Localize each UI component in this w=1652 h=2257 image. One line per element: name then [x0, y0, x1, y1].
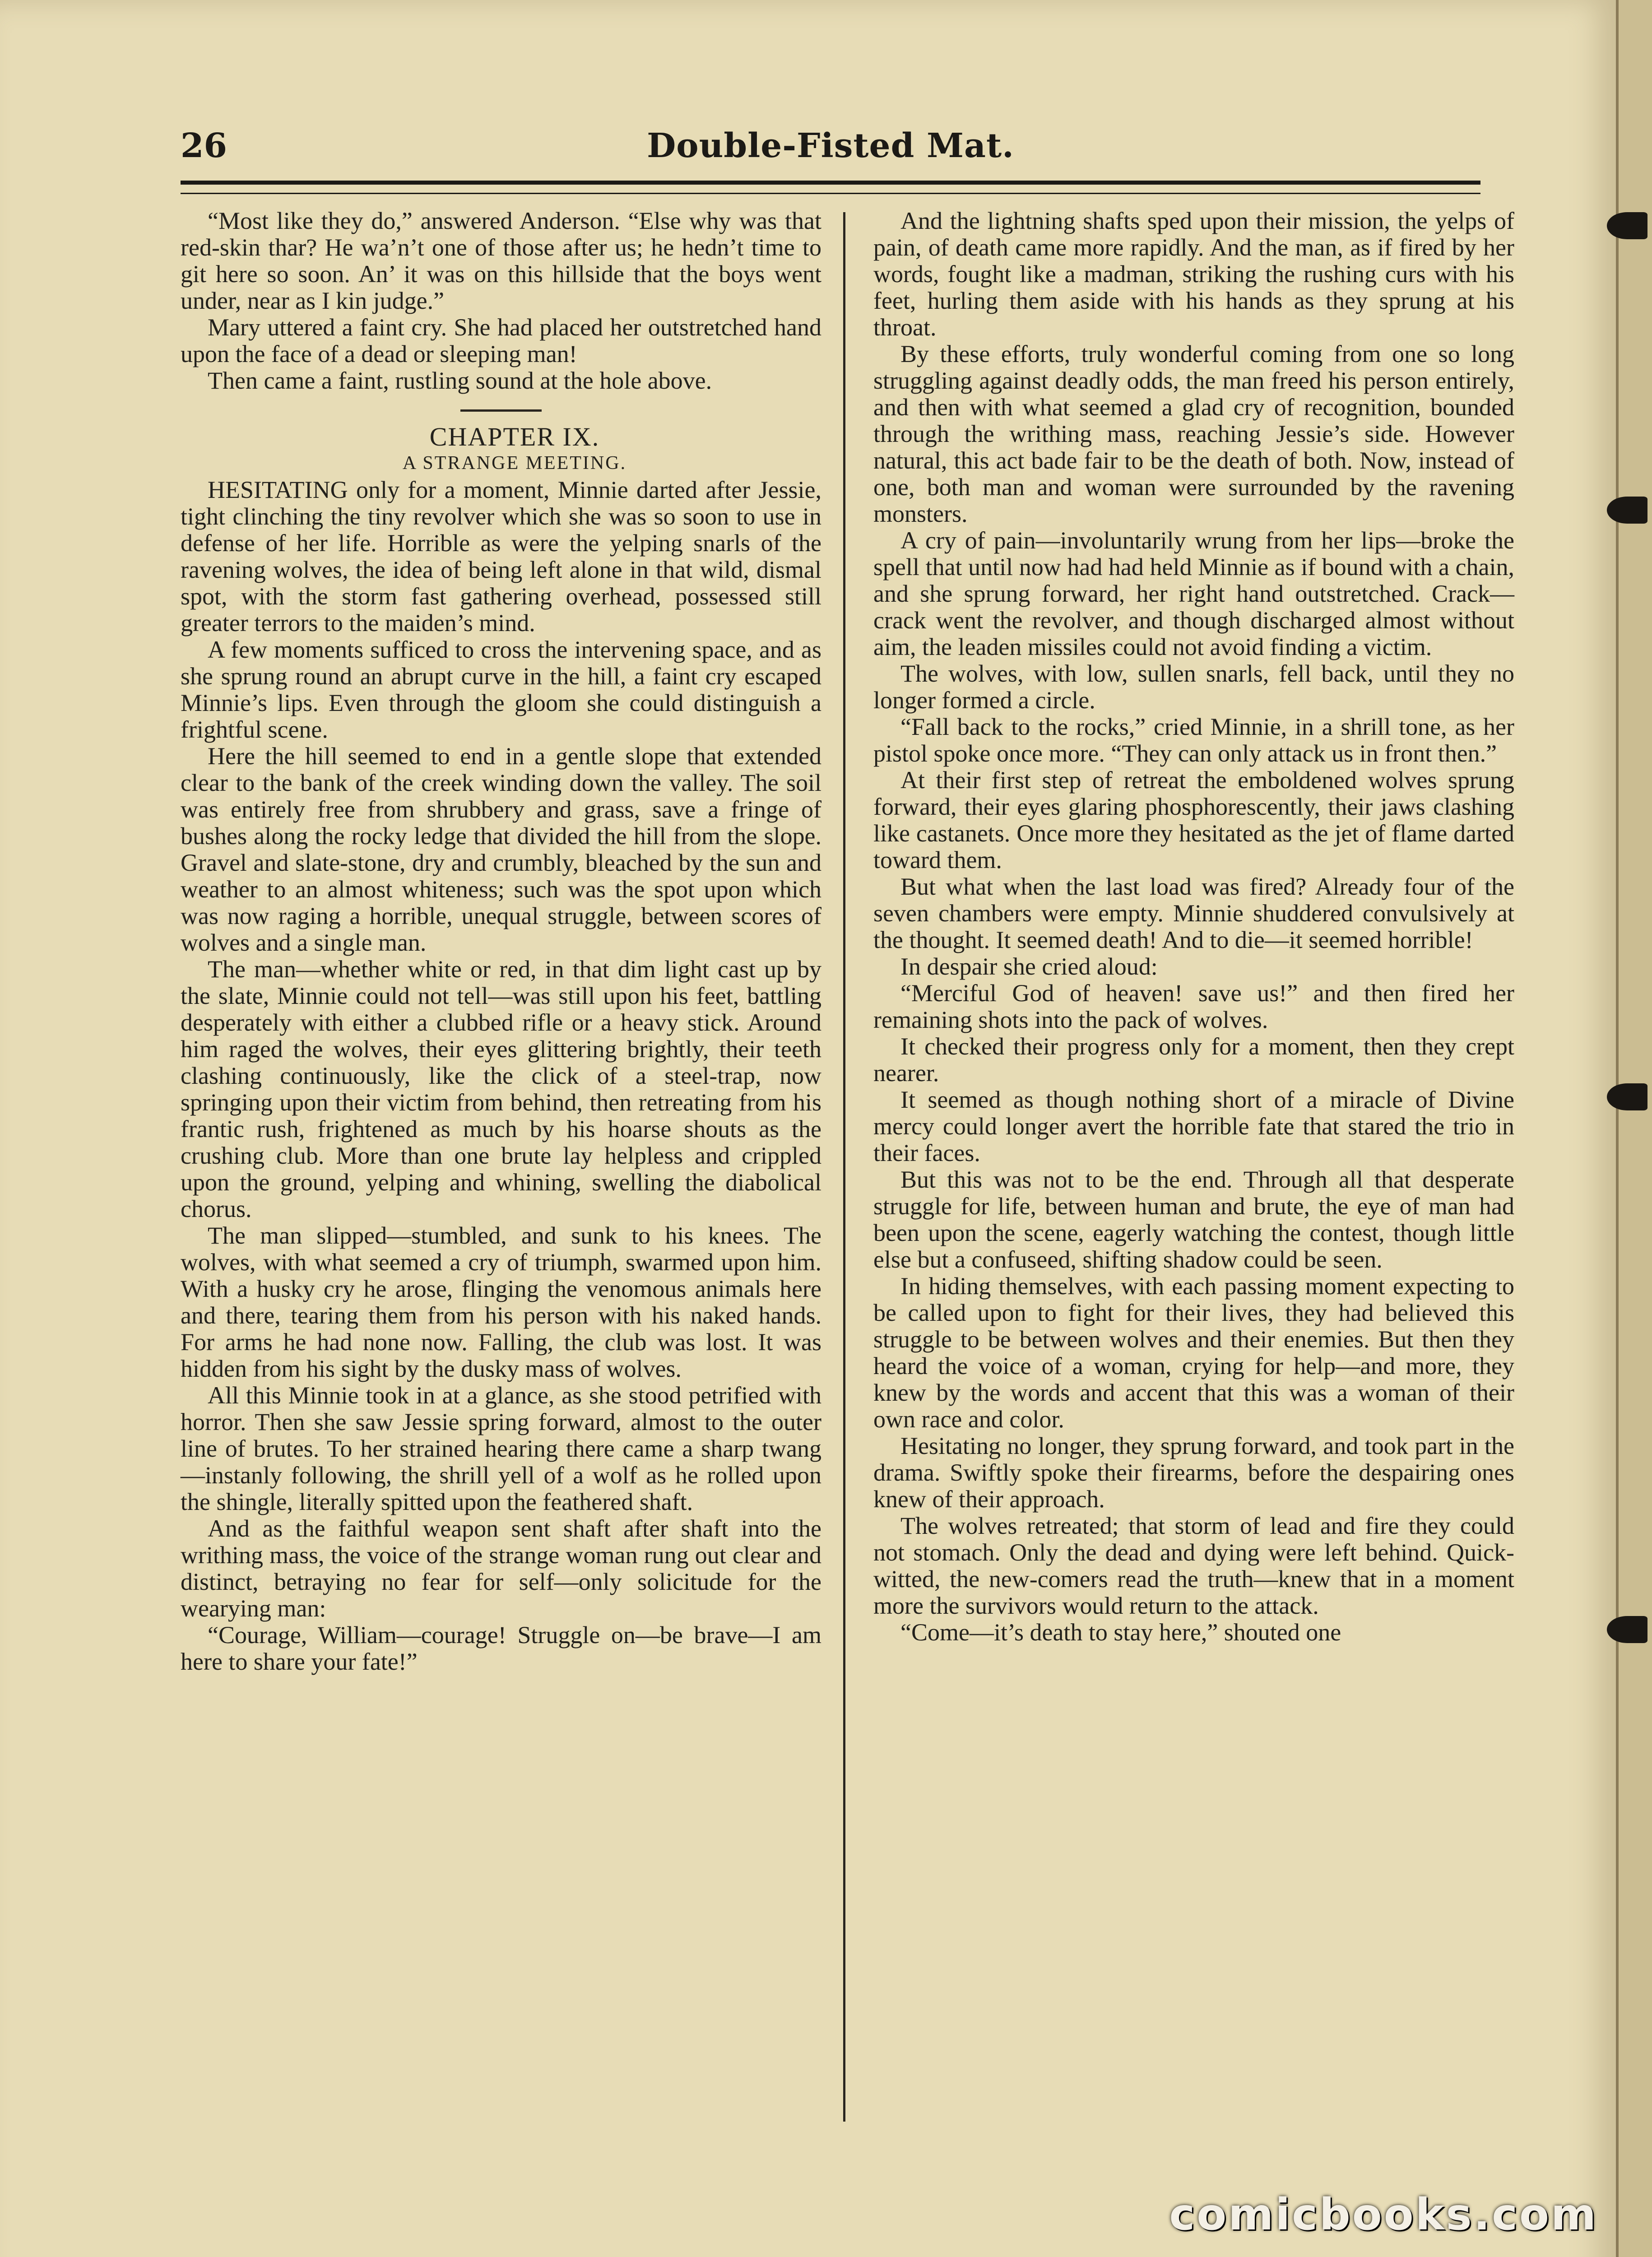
- paragraph: “Most like they do,” answered Anderson. “Else why was that red-skin thar? He wa’n’t one of those after us; he hedn’t time to git here so soon. An’ it was on this hillside that the boys went under, near as I kin judge.”: [181, 207, 821, 314]
- binding-hole: [1607, 212, 1647, 239]
- watermark: comicbooks.com: [1169, 2189, 1598, 2240]
- page-edge: [1616, 0, 1652, 2257]
- paragraph: It seemed as though nothing short of a miracle of Divine mercy could longer avert the horrible fate that stared the trio in their faces.: [873, 1086, 1514, 1166]
- column-divider: [843, 212, 845, 2122]
- chapter-divider-rule: [460, 409, 542, 412]
- paragraph: “Courage, William—courage! Struggle on—be brave—I am here to share your fate!”: [181, 1621, 821, 1675]
- paragraph: In despair she cried aloud:: [900, 953, 1158, 980]
- paragraph: The wolves, with low, sullen snarls, fell back, until they no longer formed a circle.: [873, 660, 1514, 714]
- paragraph: At their first step of retreat the emboldened wolves sprung forward, their eyes glaring phosphorescently, their jaws clashing like castanets. Once more they hesitated as the jet of flame darted toward them.: [873, 766, 1514, 873]
- paragraph: A few moments sufficed to cross the intervening space, and as she sprung round an abrupt curve in the hill, a faint cry escaped Minnie’s lips. Even through the gloom she could distinguish a frightful scene.: [181, 636, 821, 743]
- paragraph: Mary uttered a faint cry. She had placed her outstretched hand upon the face of a dead or sleeping man!: [181, 314, 821, 367]
- paragraph: HESITATING only for a moment, Minnie darted after Jessie, tight clinching the tiny revolver which she was so soon to use in defense of her life. Horrible as were the yelping snarls of the ravening wolves, the idea of being left alone in that wild, dismal spot, with the storm fast gathering overhead, possessed still greater terrors to the maiden’s mind.: [181, 476, 821, 636]
- paragraph: The wolves retreated; that storm of lead and fire they could not stomach. Only the dead and dying were left behind. Quick-witted, the new-comers read the truth—knew that in a moment more the survivors would return to the attack.: [873, 1512, 1514, 1619]
- paragraph: All this Minnie took in at a glance, as she stood petrified with horror. Then she saw Jessie spring forward, almost to the outer line of brutes. To her strained hearing there came a sharp twang—instanly following, the shrill yell of a wolf as he rolled upon the shingle, literally spitted upon the feathered shaft.: [181, 1382, 821, 1515]
- header-rule: [181, 181, 1480, 194]
- paragraph: Then came a faint, rustling sound at the hole above.: [208, 367, 712, 394]
- paragraph: “Come—it’s death to stay here,” shouted one: [900, 1619, 1341, 1646]
- paragraph: “Fall back to the rocks,” cried Minnie, in a shrill tone, as her pistol spoke once more. “They can only attack us in front then.”: [873, 713, 1514, 767]
- paragraph: It checked their progress only for a moment, then they crept nearer.: [873, 1033, 1514, 1087]
- paragraph: A cry of pain—involuntarily wrung from her lips—broke the spell that until now had had held Minnie as if bound with a chain, and she sprung forward, her right hand outstretched. Crack—crack went the revolver, and though discharged almost without aim, the leaden missiles could not avoid finding a victim.: [873, 527, 1514, 660]
- paragraph: But this was not to be the end. Through all that desperate struggle for life, between human and brute, the eye of man had been upon the scene, eagerly watching the contest, though little else but a confuseed, shifting shadow could be seen.: [873, 1166, 1514, 1273]
- page-number: 26: [181, 126, 227, 165]
- paragraph: The man—whether white or red, in that dim light cast up by the slate, Minnie could not tell—was still upon his feet, battling desperately with either a clubbed rifle or a heavy stick. Around him raged the wolves, their eyes glittering brightly, their teeth clashing continuously, like the click of a steel-trap, now springing upon their victim from behind, then retreating from his frantic rush, frightened as much by his hoarse shouts as the crushing club. More than one brute lay helpless and crippled upon the ground, yelping and whining, swelling the diabolical chorus.: [181, 956, 821, 1222]
- paragraph: And the lightning shafts sped upon their mission, the yelps of pain, of death came more rapidly. And the man, as if fired by her words, fought like a madman, striking the rushing curs with his feet, hurling them aside with his hands as they sprung at his throat.: [873, 207, 1514, 341]
- paragraph: And as the faithful weapon sent shaft after shaft into the writhing mass, the voice of the strange woman rung out clear and distinct, betraying no fear for self—only solicitude for the wearying man:: [181, 1515, 821, 1622]
- right-column: [873, 208, 1514, 2126]
- left-column: [181, 208, 821, 2126]
- binding-hole: [1607, 497, 1647, 524]
- paragraph: The man slipped—stumbled, and sunk to his knees. The wolves, with what seemed a cry of triumph, swarmed upon him. With a husky cry he arose, flinging the venomous animals here and there, tearing them from his person with his naked hands. For arms he had none now. Falling, the club was lost. It was hidden from his sight by the dusky mass of wolves.: [181, 1222, 821, 1382]
- paragraph: But what when the last load was fired? Already four of the seven chambers were empty. Minnie shuddered convulsively at the thought. It seemed death! And to die—it seemed horrible!: [873, 873, 1514, 953]
- paragraph: Here the hill seemed to end in a gentle slope that extended clear to the bank of the creek winding down the valley. The soil was entirely free from shrubbery and grass, save a fringe of bushes along the rocky ledge that divided the hill from the slope. Gravel and slate-stone, dry and crumbly, bleached by the sun and weather to an almost whiteness; such was the spot upon which was now raging a horrible, unequal struggle, between scores of wolves and a single man.: [181, 743, 821, 956]
- chapter-title: CHAPTER IX.: [429, 422, 600, 451]
- running-title: Double-Fisted Mat.: [647, 126, 1014, 165]
- chapter-subtitle: A STRANGE MEETING.: [402, 453, 627, 474]
- paragraph: Hesitating no longer, they sprung forward, and took part in the drama. Swiftly spoke their firearms, before the despairing ones knew of their approach.: [873, 1432, 1514, 1513]
- page-header: [181, 122, 1480, 172]
- paragraph: “Merciful God of heaven! save us!” and then fired her remaining shots into the pack of wolves.: [873, 980, 1514, 1033]
- paragraph: By these efforts, truly wonderful coming from one so long struggling against deadly odds, the man freed his person entirely, and then with what seemed a glad cry of recognition, bounded through the writhing mass, reaching Jessie’s side. However natural, this act bade fair to be the death of both. Now, instead of one, both man and woman were surrounded by the ravening monsters.: [873, 340, 1514, 527]
- binding-hole: [1607, 1616, 1647, 1643]
- binding-hole: [1607, 1083, 1647, 1110]
- paragraph: In hiding themselves, with each passing moment expecting to be called upon to fight for their lives, they had believed this struggle to be between wolves and their enemies. But then they heard the voice of a woman, crying for help—and more, they knew by the words and accent that this was a woman of their own race and color.: [873, 1272, 1514, 1433]
